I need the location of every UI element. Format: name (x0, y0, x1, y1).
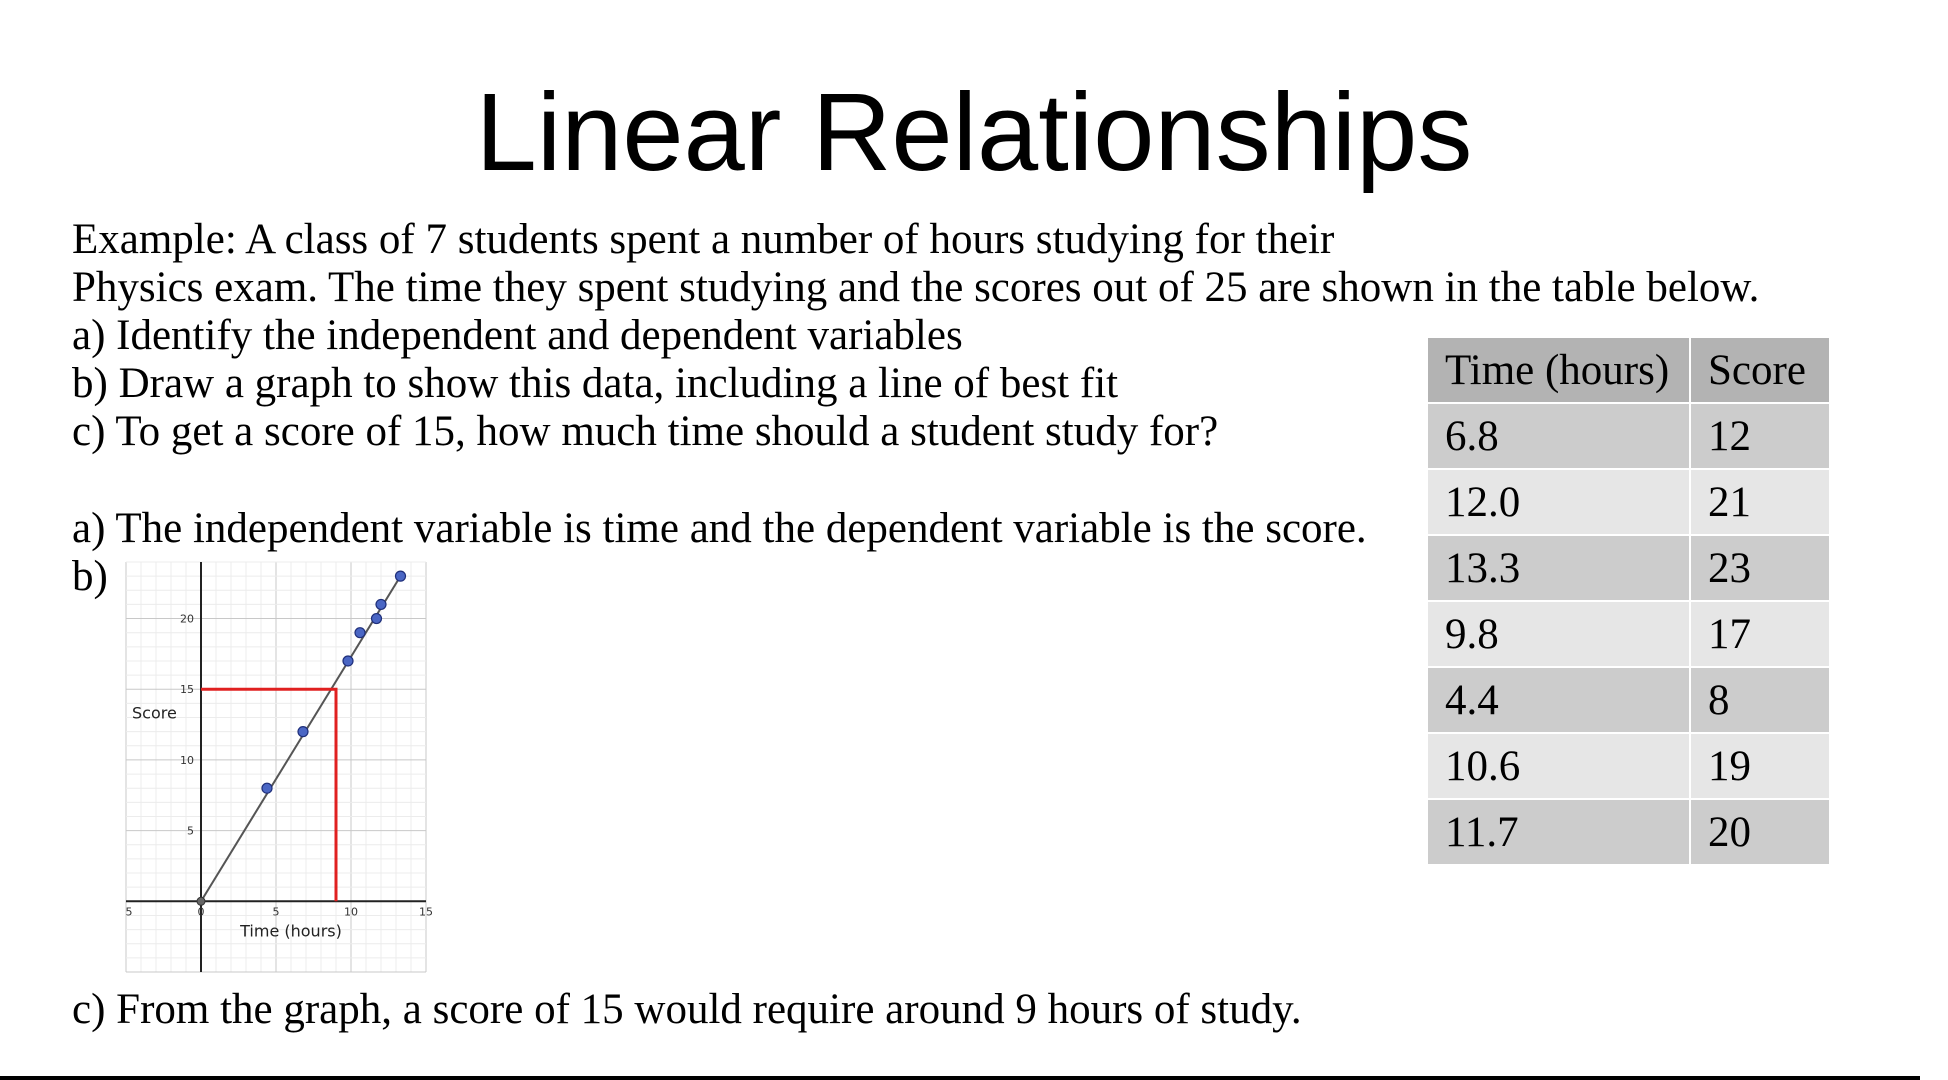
origin-point (197, 897, 205, 905)
cell-score: 12 (1690, 403, 1830, 469)
question-line-1: Example: A class of 7 students spent a number of hours studying for their (72, 216, 1335, 263)
cell-time: 10.6 (1427, 733, 1690, 799)
question-line-5: c) To get a score of 15, how much time should a student study for? (72, 408, 1219, 455)
x-tick-label: 10 (344, 905, 358, 919)
cell-time: 13.3 (1427, 535, 1690, 601)
table-row (1427, 469, 1830, 535)
table-row (1427, 799, 1830, 865)
data-point (262, 783, 272, 793)
cell-score: 23 (1690, 535, 1830, 601)
data-point (355, 628, 365, 638)
cell-time: 4.4 (1427, 667, 1690, 733)
cell-time: 12.0 (1427, 469, 1690, 535)
answer-a: a) The independent variable is time and the dependent variable is the score. (72, 505, 1367, 552)
cell-score: 21 (1690, 469, 1830, 535)
x-tick-label: 5 (272, 905, 280, 919)
question-line-4: b) Draw a graph to show this data, including a line of best fit (72, 360, 1119, 407)
answer-b-label: b) (72, 553, 108, 600)
data-point (343, 656, 353, 666)
cell-score: 17 (1690, 601, 1830, 667)
table-row (1427, 535, 1830, 601)
graph-tick-labels (126, 613, 434, 919)
x-axis-label: Time (hours) (240, 921, 342, 941)
header-time: Time (hours) (1427, 337, 1690, 403)
score-time-graph (125, 562, 433, 972)
x-tick-label: 5 (125, 905, 133, 919)
slide-title: Linear Relationships (475, 71, 1473, 194)
cell-score: 19 (1690, 733, 1830, 799)
question-line-2: Physics exam. The time they spent studying and the scores out of 25 are shown in the table below. (72, 264, 1760, 311)
table-header-row (1427, 337, 1830, 403)
data-table (1426, 336, 1831, 866)
y-tick-label: 20 (180, 612, 194, 626)
cell-time: 9.8 (1427, 601, 1690, 667)
table-row (1427, 403, 1830, 469)
x-tick-label: 15 (419, 905, 433, 919)
cell-score: 20 (1690, 799, 1830, 865)
answer-c: c) From the graph, a score of 15 would require around 9 hours of study. (72, 986, 1302, 1033)
bottom-divider (0, 1076, 1920, 1080)
table-row (1427, 601, 1830, 667)
y-tick-label: 15 (180, 683, 194, 697)
y-axis-label: Score (132, 703, 177, 723)
y-tick-label: 5 (187, 824, 194, 838)
question-line-3: a) Identify the independent and dependent variables (72, 312, 963, 359)
table-row (1427, 733, 1830, 799)
cell-time: 11.7 (1427, 799, 1690, 865)
cell-score: 8 (1690, 667, 1830, 733)
table-row (1427, 667, 1830, 733)
cell-time: 6.8 (1427, 403, 1690, 469)
data-point (396, 571, 406, 581)
y-tick-label: 10 (180, 753, 194, 767)
x-tick-label: 0 (197, 905, 205, 919)
data-point (376, 599, 386, 609)
data-point (298, 727, 308, 737)
data-point (372, 614, 382, 624)
header-score: Score (1690, 337, 1830, 403)
